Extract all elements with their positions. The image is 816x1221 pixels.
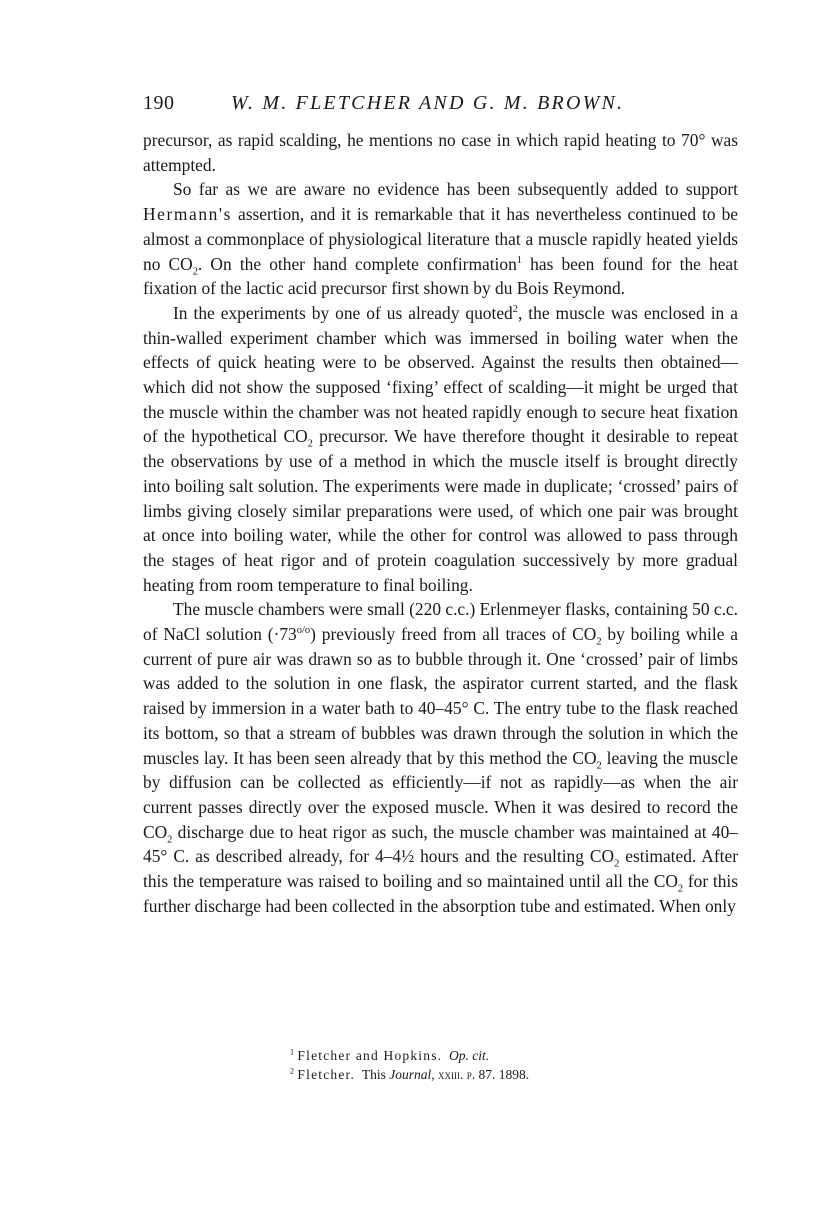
paragraph-4-text-d: leaving the muscle by diffusion can be collected as efficiently—if not as rapidly—as when the air current passes directly over the exposed muscle. When it was desired to record the CO bbox=[143, 747, 738, 842]
paragraph-4-text-c: by boiling while a current of pure air was drawn so as to bubble through it. One ‘crossed’ pair of limbs was added to the solution in one flask, the aspirator current started, and the flask raised by immersion in a water bath to 40–45° C. The entry tube to the flask reached its bottom, so that a stream of bubbles was drawn through the solution in which the muscles lay. It has been seen already that by this method the CO bbox=[143, 624, 738, 768]
paragraph-4-text-a: The muscle chambers were small (220 c.c.) Erlenmeyer flasks, containing 50 c.c. of NaCl solution (·73 bbox=[143, 599, 738, 645]
footnote-2-text-1: This bbox=[361, 1067, 386, 1082]
paragraph-1 bbox=[143, 128, 738, 177]
percent-sign: o/o bbox=[296, 625, 311, 637]
subscript-2: 2 bbox=[677, 883, 684, 895]
paragraph-2-text-d: has been found for the heat fixation of the lactic acid precursor first shown by du Bois Reymond. bbox=[143, 253, 738, 299]
footnote-1 bbox=[290, 1046, 720, 1065]
page-header bbox=[143, 92, 738, 122]
paragraph-2-text-a: So far as we are aware no evidence has been subsequently added to support bbox=[173, 179, 738, 200]
subscript-2: 2 bbox=[307, 438, 313, 450]
footnote-2-text-2: xxiii. p. 87. 1898. bbox=[437, 1067, 530, 1082]
body-text bbox=[143, 128, 738, 919]
subscript-2: 2 bbox=[192, 265, 198, 277]
footnote-ref-1: 1 bbox=[516, 254, 522, 266]
paragraph-4-text-g: for this further discharge had been collected in the absorption tube and estimated. When only bbox=[143, 871, 739, 916]
footnote-2-journal: Journal, bbox=[389, 1067, 435, 1082]
paragraph-2 bbox=[143, 177, 738, 301]
paragraph-4 bbox=[143, 597, 738, 918]
footnote-ref-2: 2 bbox=[512, 304, 518, 316]
paragraph-4-text-e: discharge due to heat rigor as such, the muscle chamber was maintained at 40–45° C. as described already, for 4–4½ hours and the resulting CO bbox=[143, 821, 738, 867]
subscript-2: 2 bbox=[614, 858, 620, 870]
running-head: W. M. FLETCHER AND G. M. BROWN. bbox=[231, 92, 625, 114]
footnotes bbox=[290, 1046, 720, 1084]
paragraph-3-text-a: In the experiments by one of us already quoted bbox=[173, 302, 513, 323]
paragraph-3 bbox=[143, 301, 738, 597]
subscript-2: 2 bbox=[596, 760, 602, 772]
footnote-1-number: 1 bbox=[290, 1047, 295, 1057]
paragraph-2-text-b: assertion, and it is remarkable that it has nevertheless continued to be almost a commonplace of physiological literature that a muscle rapidly heated yields no CO bbox=[143, 204, 738, 274]
author-name-hermann: Hermann's bbox=[143, 204, 233, 225]
paragraph-4-text-b: ) previously freed from all traces of CO bbox=[310, 624, 597, 645]
footnote-1-authors: Fletcher and Hopkins. bbox=[297, 1048, 443, 1063]
footnote-2 bbox=[290, 1065, 720, 1084]
paragraph-3-text-c: precursor. We have therefore thought it desirable to repeat the observations by use of a method in which the muscle itself is brought directly into boiling salt solution. The experiments were made in duplicate; ‘crossed’ pairs of limbs giving closely similar preparations were used, of which one pair was brought at once into boiling water, while the other for control was allowed to pass through the stages of heat rigor and of protein coagulation successively by more gradual heating from room temperature to final boiling. bbox=[143, 426, 738, 595]
footnote-1-citation: Op. cit. bbox=[448, 1048, 490, 1063]
subscript-2: 2 bbox=[167, 834, 173, 846]
paragraph-2-text-c: . On the other hand complete confirmation bbox=[197, 253, 517, 274]
footnote-2-number: 2 bbox=[290, 1066, 295, 1076]
paragraph-3-text-b: , the muscle was enclosed in a thin-walled experiment chamber which was immersed in boiling water when the effects of quick heating were to be observed. Against the results then obtained—which did not show the supposed ‘fixing’ effect of scalding—it might be urged that the muscle within the chamber was not heated rapidly enough to secure heat fixation of the hypothetical CO bbox=[143, 302, 738, 447]
page-number: 190 bbox=[143, 92, 175, 114]
footnote-2-author: Fletcher. bbox=[297, 1067, 356, 1082]
subscript-2: 2 bbox=[596, 636, 602, 648]
paragraph-4-text-f: estimated. After this the temperature was raised to boiling and so maintained until all the CO bbox=[143, 846, 738, 892]
paragraph-1-text: precursor, as rapid scalding, he mentions no case in which rapid heating to 70° was attempted. bbox=[143, 130, 738, 175]
